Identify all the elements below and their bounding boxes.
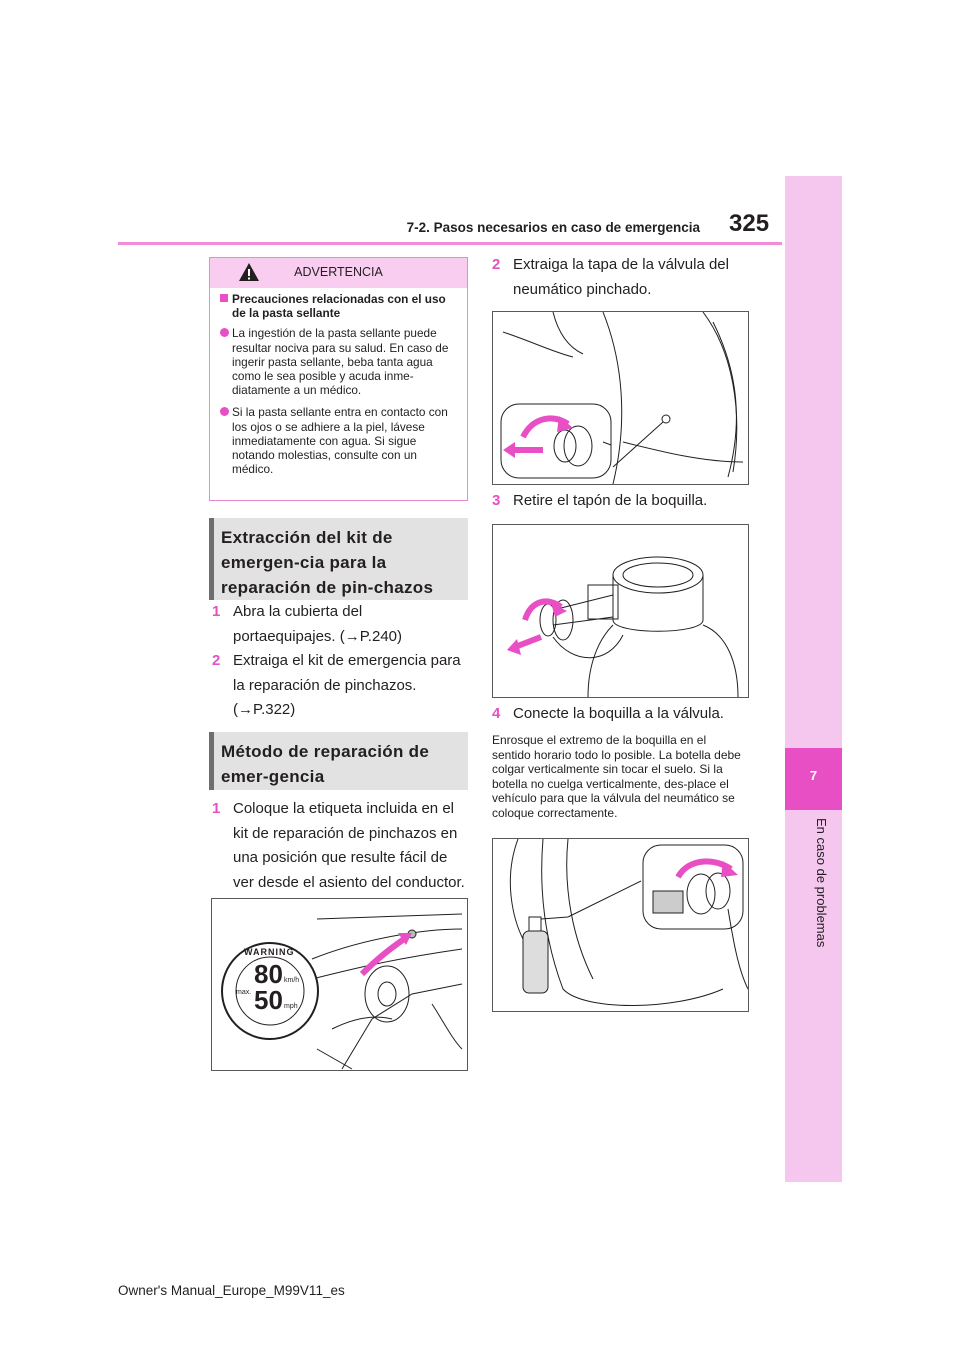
label-speed-mph: 50 xyxy=(254,985,283,1015)
step-item: 2 Extraiga la tapa de la válvula del neumático pinchado. xyxy=(492,256,729,298)
label-unit-mph: mph xyxy=(284,1003,298,1010)
bottle-nozzle-illustration xyxy=(493,525,748,697)
section-header-title: 7-2. Pasos necesarios en caso de emergencia xyxy=(406,220,700,235)
figure-label-placement xyxy=(211,898,468,1071)
label-max: max. xyxy=(236,989,252,996)
header-rule xyxy=(118,242,782,245)
chapter-tab-strip xyxy=(785,176,842,1182)
label-speed-kmh: 80 xyxy=(254,959,283,989)
warning-header xyxy=(210,258,467,288)
step-item: 1 Coloque la etiqueta incluida en el kit de reparación de pinchazos en una posición que resulte fácil de ver desde el asiento del conductor. xyxy=(212,800,465,891)
figure-nozzle-cap xyxy=(492,524,749,698)
connect-nozzle-illustration xyxy=(493,839,748,1011)
warning-item: La ingestión de la pasta sellante puede resultar nociva para su salud. En caso de ingerir pasta sellante, beba tanta agua como le sea posible y acuda inme-diatamente a un médico. xyxy=(220,326,460,397)
warning-box xyxy=(209,257,468,501)
label-warning-text: WARNING xyxy=(244,947,295,957)
figure-connect-nozzle xyxy=(492,838,749,1012)
bullet-icon xyxy=(220,328,229,337)
bullet-icon xyxy=(220,407,229,416)
step-item: 2 Extraiga el kit de emergencia para la reparación de pinchazos. (→P.322) xyxy=(212,652,461,718)
page-number: 325 xyxy=(729,210,770,237)
chapter-number: 7 xyxy=(809,768,818,783)
chapter-label: En caso de problemas xyxy=(814,818,829,948)
section-title-extraction: Extracción del kit de emergen-cia para la reparación de pin-chazos xyxy=(209,518,468,600)
square-bullet-icon xyxy=(220,294,228,302)
step-item: 1 Abra la cubierta del portaequipajes. (→P.240) xyxy=(212,603,402,645)
warning-heading: Precauciones relacionadas con el uso de la pasta sellante xyxy=(220,292,460,320)
warning-body xyxy=(220,292,460,476)
dashboard-illustration xyxy=(212,899,467,1070)
step-note: Enrosque el extremo de la boquilla en el sentido horario todo lo posible. La botella debe colgar verticalmente sin tocar el suelo. Si la botella no cuelga verticalmente, des-place el vehículo para que la válvula del neumático se coloque correctamente. xyxy=(492,733,741,820)
warning-item: Si la pasta sellante entra en contacto con los ojos o se adhiere a la piel, lávese inmediatamente con agua. Si sigue notando molestias, consulte con un médico. xyxy=(220,405,460,476)
valve-cap-illustration xyxy=(493,312,748,484)
warning-title: ADVERTENCIA xyxy=(294,265,383,279)
section-title-repair: Método de reparación de emer-gencia xyxy=(209,732,468,790)
step-item: 3 Retire el tapón de la boquilla. xyxy=(492,492,708,509)
footer-manual-id: Owner's Manual_Europe_M99V11_es xyxy=(118,1283,345,1298)
step-item: 4 Conecte la boquilla a la válvula. xyxy=(492,705,724,722)
label-unit-kmh: km/h xyxy=(284,977,300,984)
figure-valve-cap xyxy=(492,311,749,485)
